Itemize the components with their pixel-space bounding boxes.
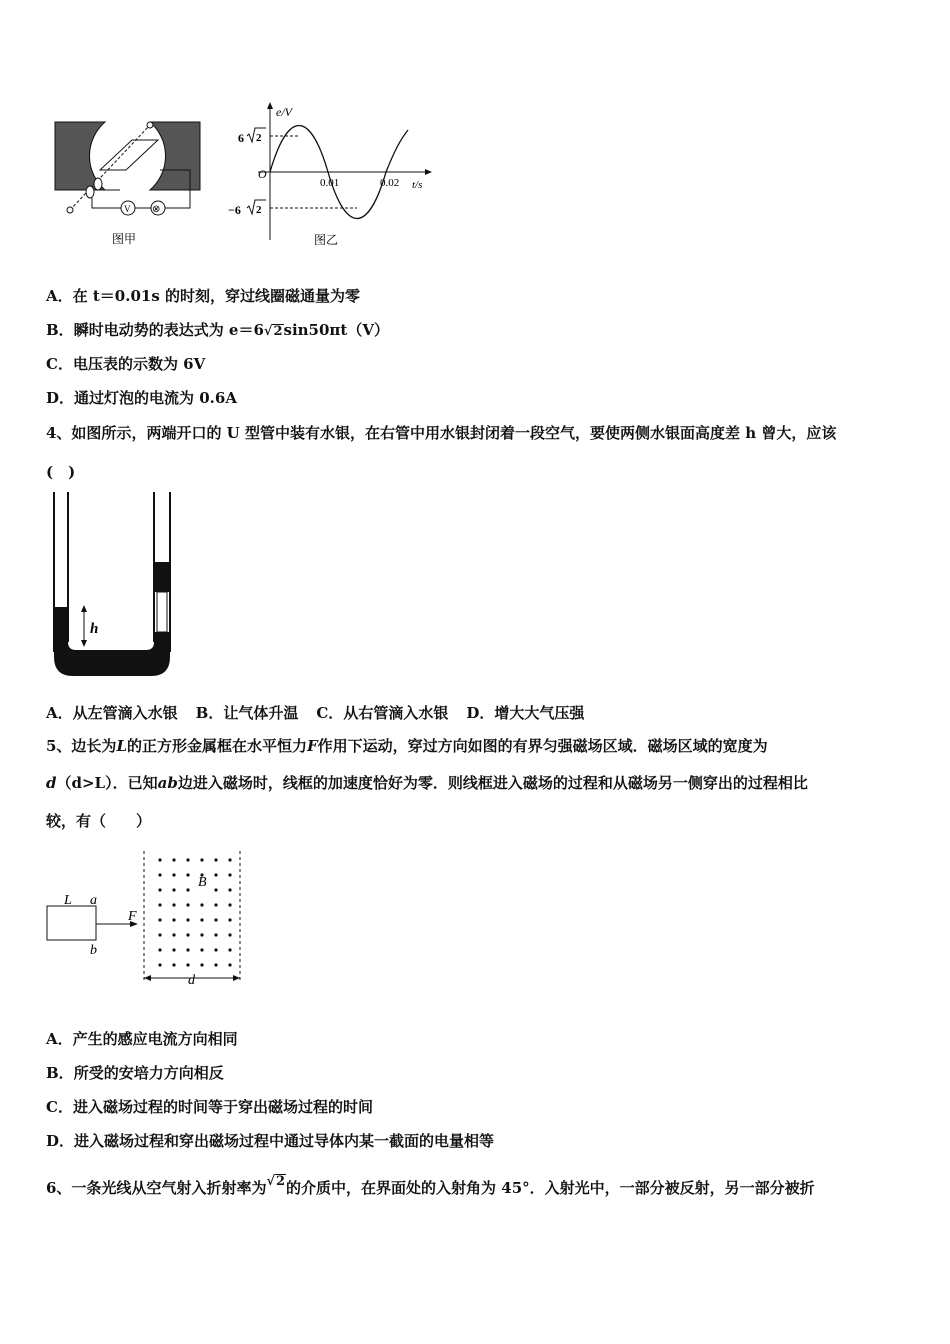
label-a: a: [90, 893, 97, 908]
option-text: 通过灯泡的电流为 0.6A: [74, 389, 237, 407]
stem-text: ．已知: [112, 774, 158, 792]
q3-option-a: [46, 286, 360, 306]
option-text: 让气体升温: [223, 704, 299, 722]
u-tube-figure: [46, 492, 178, 682]
stem-var-d: d: [46, 774, 57, 792]
stem-var-l: L: [116, 737, 127, 755]
label-b-field: B: [198, 875, 207, 890]
option-letter: B．: [46, 1064, 74, 1082]
q5-stem-line2: [46, 773, 808, 793]
q5-option-a: [46, 1029, 238, 1049]
sqrt-radicand: 2: [276, 1174, 286, 1189]
voltmeter-symbol: V: [124, 204, 131, 214]
stem-text: 作用下运动，穿过方向如图的有界匀强磁场区域．磁场区域的宽度为: [317, 737, 768, 755]
q3-option-b: B．瞬时电动势的表达式为 e＝6√2sin50πt（V）: [46, 321, 389, 339]
stem-condition: （d>L）: [56, 774, 113, 792]
y-axis-label: e/V: [276, 105, 292, 119]
option-letter: D．: [466, 704, 495, 722]
stem-text: 6、一条光线从空气射入折射率为: [46, 1179, 267, 1197]
q5-option-b: [46, 1063, 224, 1083]
option-text: 所受的安培力方向相反: [73, 1064, 224, 1082]
x-axis-label: t/s: [412, 179, 423, 191]
label-b: b: [90, 943, 97, 958]
origin-label: O: [258, 167, 267, 181]
option-letter: A．: [46, 704, 73, 722]
option-letter: D．: [46, 1132, 75, 1150]
option-text: 在 t＝0.01s 的时刻，穿过线圈磁通量为零: [72, 287, 360, 305]
q6-stem: 6、一条光线从空气射入折射率为√2的介质中，在界面处的入射角为 45°．入射光中，一部分被反射，另一部分被折: [46, 1174, 815, 1197]
label-l: L: [64, 893, 72, 908]
fig-jia-caption: 图甲: [112, 232, 137, 246]
q4-options: [46, 703, 584, 723]
option-text: 从左管滴入水银: [72, 704, 178, 722]
option-text-post: sin50πt（V）: [283, 321, 389, 339]
q5-option-c: [46, 1097, 373, 1117]
option-text: 产生的感应电流方向相同: [72, 1030, 238, 1048]
label-f: F: [128, 909, 137, 924]
stem-text: 5、边长为: [46, 737, 117, 755]
y-max-sqrt: 2: [256, 132, 262, 144]
y-min-label: −6: [228, 203, 241, 217]
option-text: 从右管滴入水银: [343, 704, 449, 722]
option-letter: D．: [46, 389, 75, 407]
q4-blank: ( ): [46, 463, 76, 481]
q4-stem: 4、如图所示，两端开口的 U 型管中装有水银，在右管中用水银封闭着一段空气，要使两侧水银面高度差 h 曾大，应该: [46, 424, 837, 442]
x-tick-0.01: 0.01: [320, 177, 340, 189]
stem-var-f: F: [307, 737, 318, 755]
h-label: h: [90, 621, 99, 637]
sine-graph-figure: [228, 100, 438, 248]
y-min-sqrt: 2: [256, 204, 262, 216]
option-text: 增大大气压强: [494, 704, 585, 722]
q5-option-d: [46, 1131, 494, 1151]
option-letter: A．: [46, 1030, 73, 1048]
option-letter: B．: [46, 321, 74, 339]
option-text: 进入磁场过程和穿出磁场过程中通过导体内某一截面的电量相等: [74, 1132, 495, 1150]
stem-text: 的正方形金属框在水平恒力: [126, 737, 307, 755]
option-letter: B．: [195, 704, 224, 722]
q5-stem-line1: [46, 736, 768, 756]
stem-text: 边进入磁场时，线框的加速度恰好为零．则线框进入磁场的过程和从磁场另一侧穿出的过程相比: [177, 774, 808, 792]
sqrt-radicand: 2: [273, 324, 283, 339]
label-d: d: [188, 973, 195, 988]
fig-yi-caption: 图乙: [314, 233, 339, 247]
option-letter: C．: [46, 1098, 73, 1116]
option-letter: C．: [46, 355, 73, 373]
x-tick-0.02: 0.02: [380, 177, 400, 189]
generator-figure: [50, 110, 210, 250]
magnetic-field-figure: [44, 846, 250, 992]
y-max-label: 6: [238, 131, 244, 145]
q3-option-d: [46, 388, 237, 408]
option-text: 进入磁场过程的时间等于穿出磁场过程的时间: [72, 1098, 373, 1116]
stem-var-ab: ab: [157, 774, 178, 792]
stem-text: 的介质中，在界面处的入射角为 45°．入射光中，一部分被反射，另一部分被折: [286, 1179, 815, 1197]
option-letter: C．: [316, 704, 344, 722]
q5-stem-line3: 较，有（ ）: [46, 812, 152, 830]
option-text-pre: 瞬时电动势的表达式为 e＝6: [73, 321, 264, 339]
option-text: 电压表的示数为 6V: [72, 355, 206, 373]
q3-option-c: [46, 354, 205, 374]
lamp-symbol: ⊗: [152, 204, 161, 215]
option-letter: A．: [46, 287, 73, 305]
